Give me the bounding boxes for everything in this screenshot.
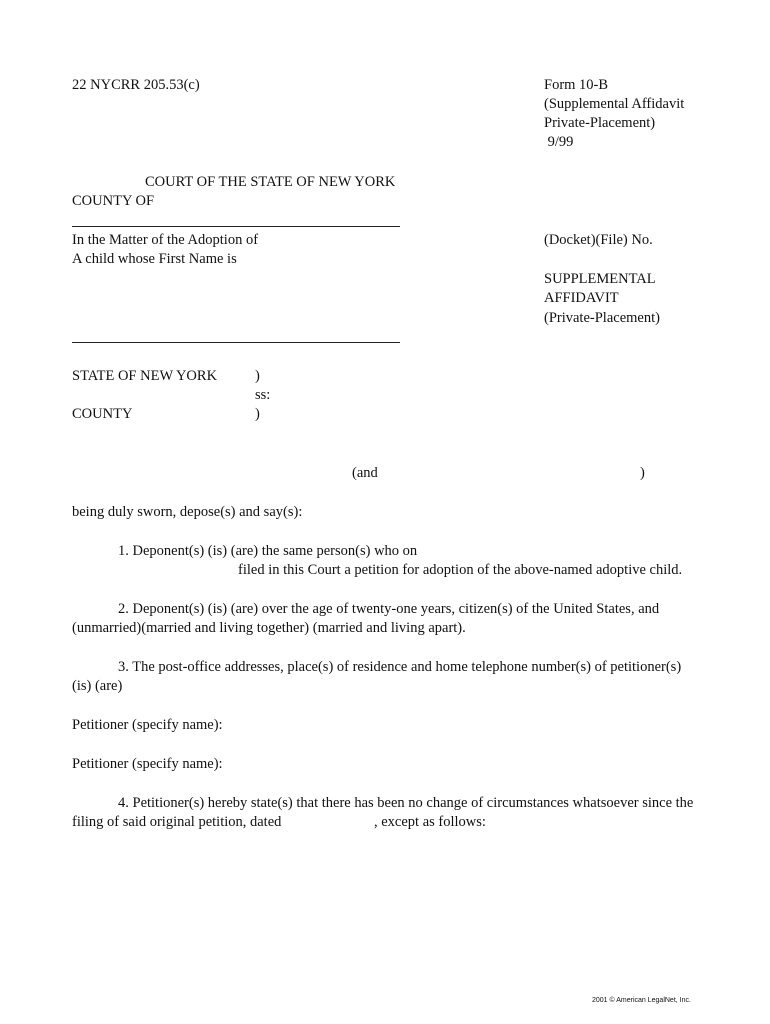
- form-date: 9/99: [544, 134, 574, 150]
- venue-paren-open: ): [255, 368, 260, 384]
- venue-state: STATE OF NEW YORK: [72, 368, 218, 384]
- paragraph-4-except: , except as follows:: [374, 814, 486, 830]
- venue-paren-close: ): [255, 406, 260, 422]
- caption-bottom-rule: [72, 342, 400, 343]
- form-title-line: (Supplemental Affidavit: [544, 96, 685, 112]
- form-title-line: Private-Placement): [544, 115, 656, 131]
- paragraph-4: 4. Petitioner(s) hereby state(s) that there has been no change of circumstances whatsoever since the: [118, 795, 694, 811]
- venue-ss: ss:: [255, 387, 271, 403]
- county-heading: COUNTY OF: [72, 193, 155, 209]
- caption-top-rule: [72, 226, 400, 227]
- sworn-statement: being duly sworn, depose(s) and say(s):: [72, 504, 303, 520]
- paragraph-3: 3. The post-office addresses, place(s) of residence and home telephone number(s) of petitioner(s): [118, 659, 682, 675]
- document-title: AFFIDAVIT: [544, 290, 619, 306]
- paragraph-1-cont: filed in this Court a petition for adoption of the above-named adoptive child.: [238, 562, 683, 578]
- petitioner-name-label: Petitioner (specify name):: [72, 717, 223, 733]
- venue-county: COUNTY: [72, 406, 133, 422]
- paragraph-2: 2. Deponent(s) (is) (are) over the age of twenty-one years, citizen(s) of the United States, and: [118, 601, 660, 617]
- docket-number-label: (Docket)(File) No.: [544, 232, 653, 248]
- deponent-and: (and: [352, 465, 378, 481]
- paragraph-4-cont: filing of said original petition, dated: [72, 814, 282, 830]
- form-number: Form 10-B: [544, 77, 609, 93]
- document-subtitle: (Private-Placement): [544, 310, 660, 326]
- paragraph-2-cont: (unmarried)(married and living together) (married and living apart).: [72, 620, 466, 636]
- paragraph-1: 1. Deponent(s) (is) (are) the same person(s) who on: [118, 543, 418, 559]
- paragraph-3-cont: (is) (are): [72, 678, 123, 694]
- petitioner-name-label: Petitioner (specify name):: [72, 756, 223, 772]
- court-heading: COURT OF THE STATE OF NEW YORK: [145, 174, 396, 190]
- child-name-line: A child whose First Name is: [72, 251, 237, 267]
- document-title: SUPPLEMENTAL: [544, 271, 656, 287]
- rule-reference: 22 NYCRR 205.53(c): [72, 77, 200, 93]
- deponent-close-paren: ): [640, 465, 645, 481]
- matter-line: In the Matter of the Adoption of: [72, 232, 259, 248]
- copyright-notice: 2001 © American LegalNet, Inc.: [592, 997, 691, 1004]
